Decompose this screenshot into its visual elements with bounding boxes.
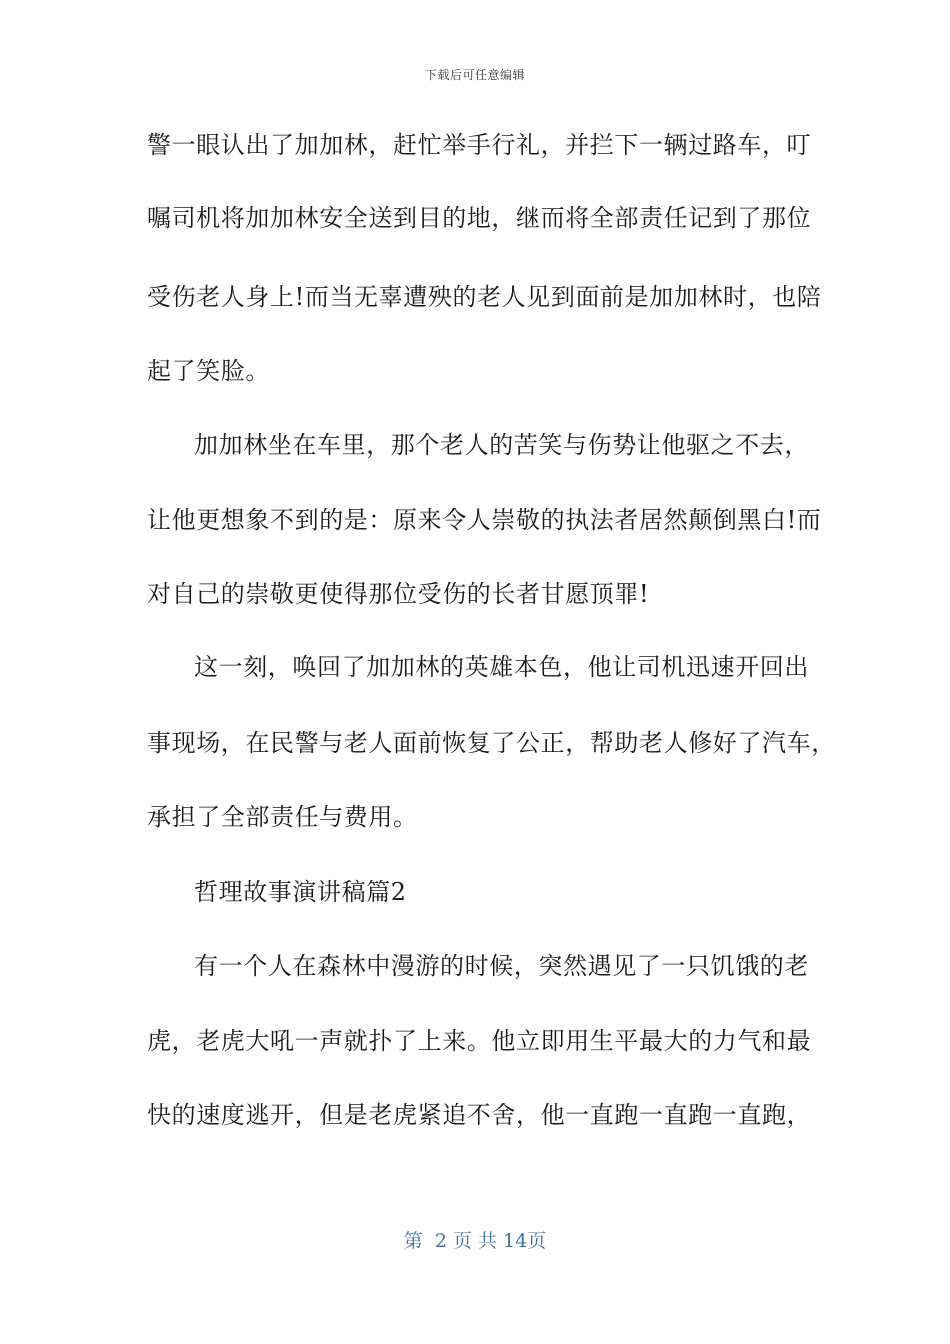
page-header: 下载后可任意编辑 — [424, 68, 525, 82]
text-line: 事现场，在民警与老人面前恢复了公正，帮助老人修好了汽车， — [147, 729, 836, 757]
text-line: 起了笑脸。 — [147, 357, 270, 385]
text-line: 虎，老虎大吼一声就扑了上来。他立即用生平最大的力气和最 — [147, 1027, 812, 1055]
text-line: 对自己的崇敬更使得那位受伤的长者甘愿顶罪! — [147, 580, 650, 608]
section-heading: 哲理故事演讲稿篇2 — [194, 878, 407, 906]
paragraph-start-line: 有一个人在森林中漫游的时候，突然遇见了一只饥饿的老 — [194, 952, 809, 980]
text-line: 让他更想象不到的是：原来令人崇敬的执法者居然颠倒黑白!而 — [147, 506, 822, 534]
text-line: 嘱司机将加加林安全送到目的地，继而将全部责任记到了那位 — [147, 204, 812, 232]
text-line: 受伤老人身上!而当无辜遭殃的老人见到面前是加加林时，也陪 — [147, 283, 822, 311]
page-number-footer: 第 2 页 共 14页 — [403, 1230, 547, 1252]
paragraph-start-line: 这一刻，唤回了加加林的英雄本色，他让司机迅速开回出 — [194, 653, 809, 681]
text-line: 快的速度逃开，但是老虎紧追不舍，他一直跑一直跑一直跑， — [147, 1101, 812, 1129]
text-line: 警一眼认出了加加林，赶忙举手行礼，并拦下一辆过路车，叮 — [147, 131, 812, 159]
text-line: 承担了全部责任与费用。 — [147, 803, 418, 831]
paragraph-start-line: 加加林坐在车里，那个老人的苦笑与伤势让他驱之不去， — [194, 431, 809, 459]
